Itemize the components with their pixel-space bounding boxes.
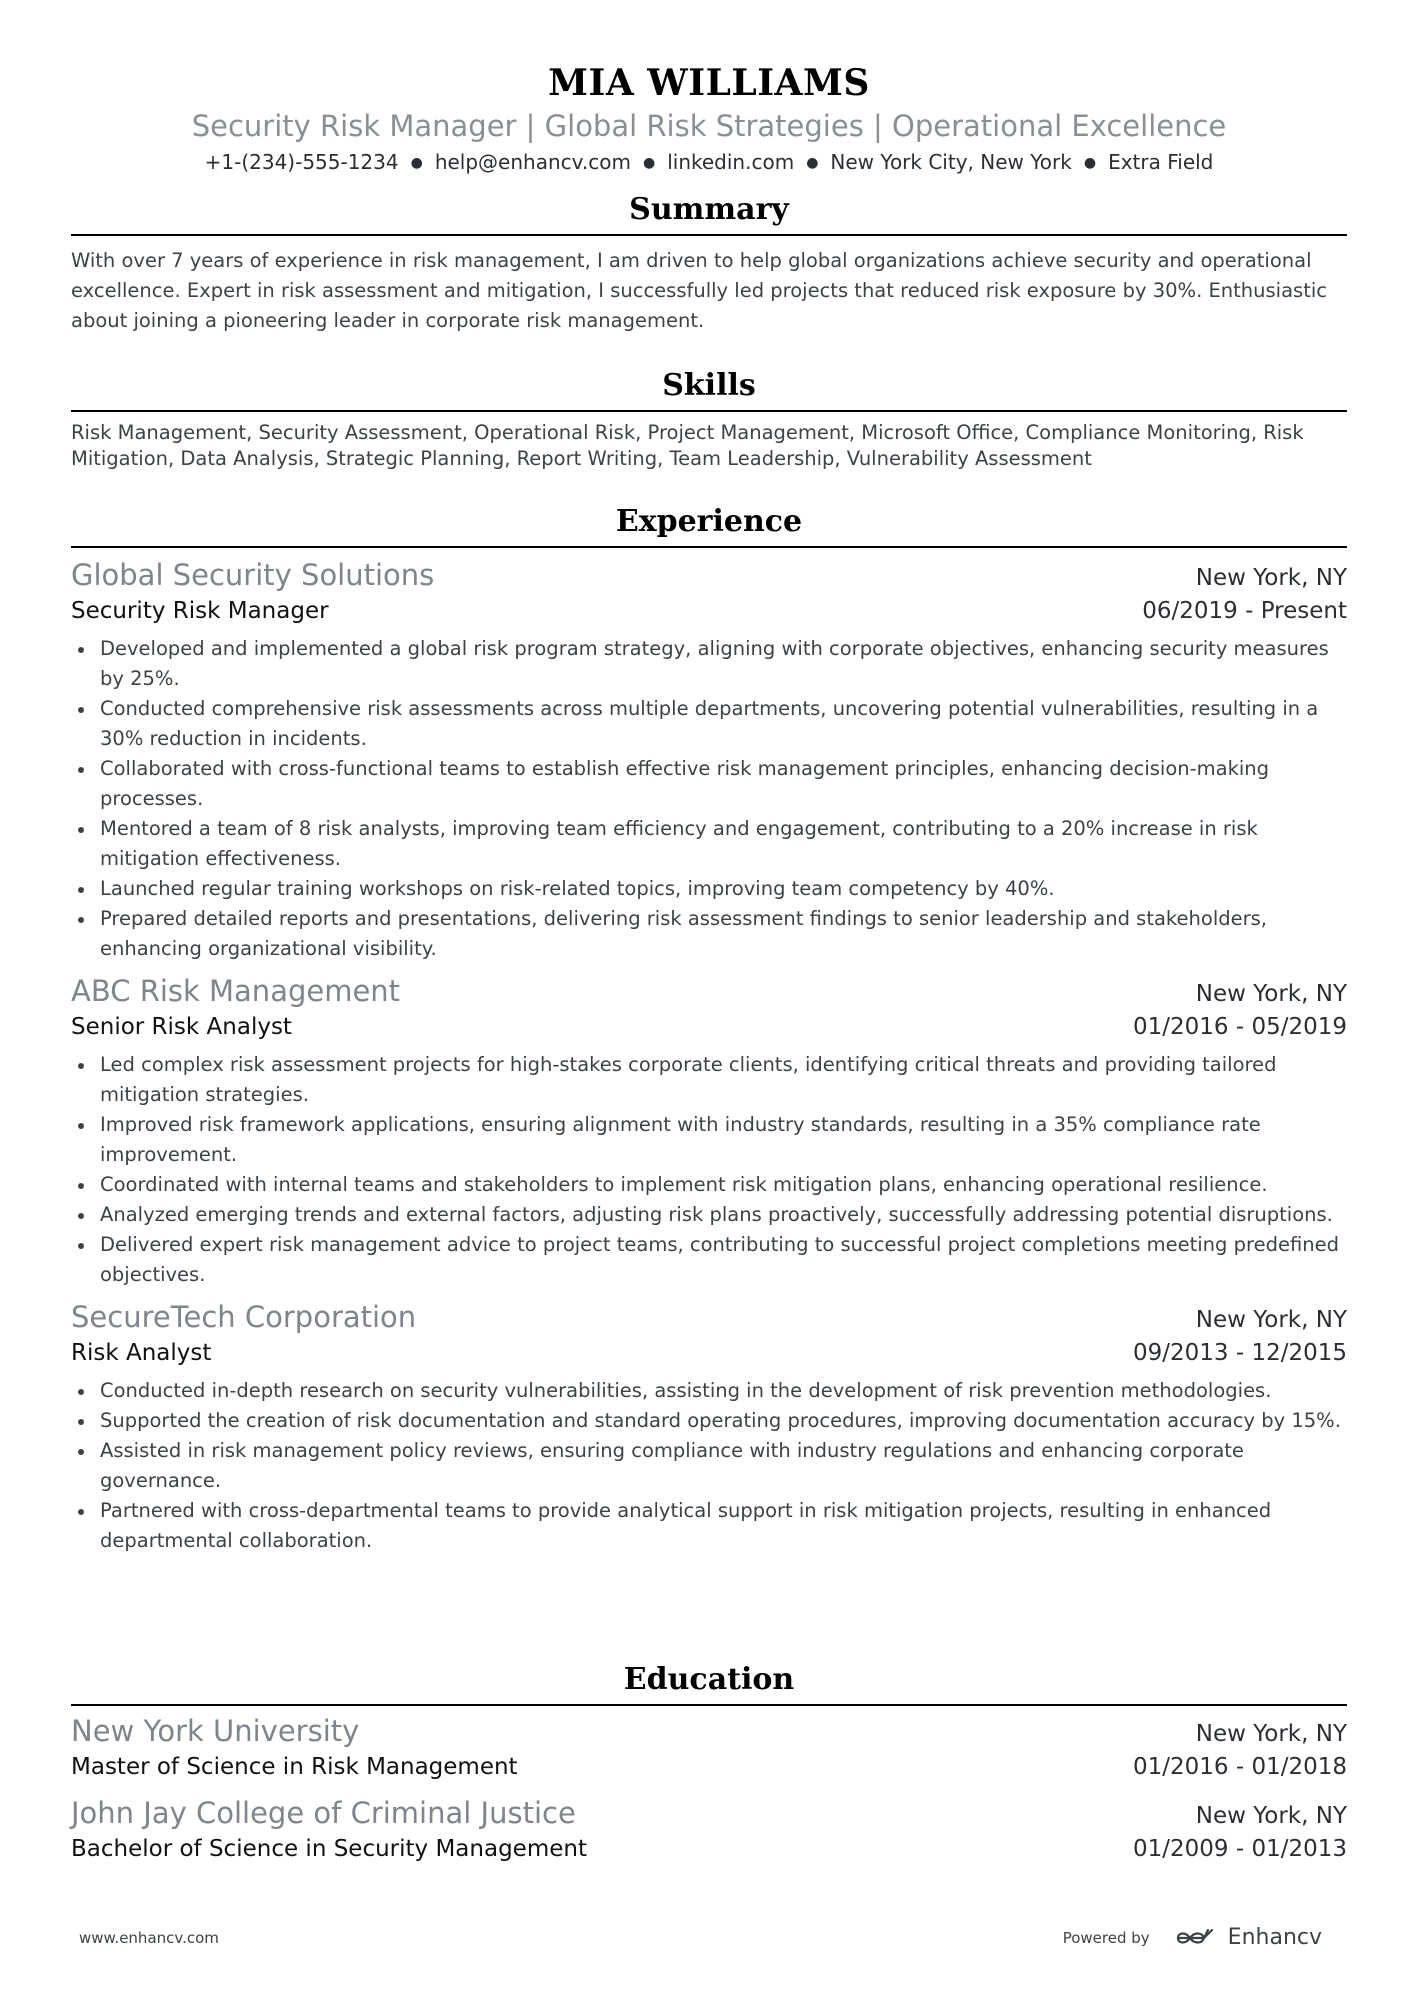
company-name: SecureTech Corporation bbox=[71, 1300, 417, 1334]
section-divider bbox=[71, 1704, 1347, 1706]
list-item: Analyzed emerging trends and external factors, adjusting risk plans proactively, successfully addressing potential disruptions. bbox=[71, 1200, 1347, 1230]
linkedin-link[interactable]: linkedin.com bbox=[667, 150, 795, 174]
list-item: Supported the creation of risk documentation and standard operating procedures, improving documentation accuracy by 15%. bbox=[71, 1406, 1347, 1436]
powered-by bbox=[1063, 1925, 1322, 1950]
enhancv-logo-icon bbox=[1174, 1927, 1220, 1949]
entry-subheader bbox=[71, 594, 1347, 628]
section-divider bbox=[71, 234, 1347, 236]
school-name: John Jay College of Criminal Justice bbox=[71, 1796, 576, 1830]
company-name: ABC Risk Management bbox=[71, 974, 401, 1008]
list-item: Coordinated with internal teams and stakeholders to implement risk mitigation plans, enhancing operational resilience. bbox=[71, 1170, 1347, 1200]
separator-dot-icon: ● bbox=[643, 155, 656, 171]
separator-dot-icon: ● bbox=[1083, 155, 1097, 171]
contact-line bbox=[71, 148, 1347, 177]
experience-entry bbox=[71, 556, 1347, 964]
list-item: Delivered expert risk management advice to project teams, contributing to successful project completions meeting predefined objectives. bbox=[71, 1230, 1347, 1290]
phone-text: +1-(234)-555-1234 bbox=[204, 150, 399, 174]
powered-by-label: Powered by bbox=[1062, 1928, 1150, 1947]
separator-dot-icon: ● bbox=[806, 155, 819, 171]
degree-title: Master of Science in Risk Management bbox=[71, 1754, 518, 1780]
list-item: Led complex risk assessment projects for high-stakes corporate clients, identifying critical threats and providing tailored mitigation strategies. bbox=[71, 1050, 1347, 1110]
list-item: Conducted in-depth research on security vulnerabilities, assisting in the development of risk prevention methodologies. bbox=[71, 1376, 1347, 1406]
education-dates: 01/2009 - 01/2013 bbox=[1132, 1836, 1347, 1862]
extra-field-text: Extra Field bbox=[1108, 150, 1214, 174]
job-title: Risk Analyst bbox=[71, 1340, 212, 1366]
separator-dot-icon: ● bbox=[410, 155, 423, 171]
brand-link[interactable] bbox=[1174, 1925, 1322, 1950]
resume-header bbox=[71, 0, 1347, 177]
entry-subheader bbox=[71, 1336, 1347, 1370]
list-item: Launched regular training workshops on risk-related topics, improving team competency by 40%. bbox=[71, 874, 1347, 904]
education-title: Education bbox=[623, 1662, 795, 1697]
entry-header bbox=[71, 1298, 1347, 1336]
candidate-headline: Security Risk Manager | Global Risk Strategies | Operational Excellence bbox=[191, 109, 1227, 143]
footer-website-link[interactable]: www.enhancv.com bbox=[79, 1928, 219, 1947]
experience-section bbox=[71, 502, 1347, 1556]
list-item: Mentored a team of 8 risk analysts, improving team efficiency and engagement, contributing to a 20% increase in risk mitigation effectiveness. bbox=[71, 814, 1347, 874]
company-name: Global Security Solutions bbox=[71, 558, 435, 592]
list-item: Partnered with cross-departmental teams to provide analytical support in risk mitigation projects, resulting in enhanced departmental collaboration. bbox=[71, 1496, 1347, 1556]
entry-header bbox=[71, 1712, 1347, 1750]
list-item: Prepared detailed reports and presentations, delivering risk assessment findings to senior leadership and stakeholders, enhancing organizational visibility. bbox=[71, 904, 1347, 964]
candidate-name: MIA WILLIAMS bbox=[548, 62, 870, 104]
job-location: New York, NY bbox=[1195, 565, 1347, 591]
degree-title: Bachelor of Science in Security Management bbox=[71, 1836, 587, 1862]
job-bullets bbox=[71, 634, 1347, 964]
summary-section bbox=[71, 190, 1347, 336]
skills-text: Risk Management, Security Assessment, Operational Risk, Project Management, Microsoft Office, Compliance Monitoring, Risk Mitigation, Data Analysis, Strategic Planning, Report Writing, Team Leadership, Vulnerability Assessment bbox=[71, 421, 1304, 470]
section-divider bbox=[71, 410, 1347, 412]
summary-title: Summary bbox=[629, 192, 789, 227]
job-dates: 09/2013 - 12/2015 bbox=[1132, 1340, 1347, 1366]
education-section bbox=[71, 1660, 1347, 1866]
school-location: New York, NY bbox=[1195, 1721, 1347, 1747]
entry-header bbox=[71, 1794, 1347, 1832]
page-footer bbox=[79, 1925, 1322, 1950]
summary-text: With over 7 years of experience in risk management, I am driven to help global organizations achieve security and operational excellence. Expert in risk assessment and mitigation, I successfully led projects that reduced risk exposure by 30%. Enthusiastic about joining a pioneering leader in corporate risk management. bbox=[71, 249, 1327, 332]
job-title: Senior Risk Analyst bbox=[71, 1014, 292, 1040]
email-link[interactable]: help@enhancv.com bbox=[434, 150, 631, 174]
job-bullets bbox=[71, 1376, 1347, 1556]
section-divider bbox=[71, 546, 1347, 548]
experience-entry bbox=[71, 1298, 1347, 1556]
list-item: Conducted comprehensive risk assessments across multiple departments, uncovering potential vulnerabilities, resulting in a 30% reduction in incidents. bbox=[71, 694, 1347, 754]
entry-header bbox=[71, 556, 1347, 594]
job-dates: 06/2019 - Present bbox=[1142, 598, 1347, 624]
skills-title: Skills bbox=[662, 368, 756, 403]
entry-subheader bbox=[71, 1832, 1347, 1866]
school-name: New York University bbox=[71, 1714, 360, 1748]
resume-page bbox=[71, 0, 1347, 1995]
location-text: New York City, New York bbox=[830, 150, 1072, 174]
list-item: Improved risk framework applications, ensuring alignment with industry standards, resulting in a 35% compliance rate improvement. bbox=[71, 1110, 1347, 1170]
education-entry bbox=[71, 1712, 1347, 1784]
school-location: New York, NY bbox=[1195, 1803, 1347, 1829]
job-title: Security Risk Manager bbox=[71, 598, 329, 624]
entry-subheader bbox=[71, 1750, 1347, 1784]
entry-subheader bbox=[71, 1010, 1347, 1044]
job-bullets bbox=[71, 1050, 1347, 1290]
entry-header bbox=[71, 972, 1347, 1010]
job-dates: 01/2016 - 05/2019 bbox=[1132, 1014, 1347, 1040]
education-dates: 01/2016 - 01/2018 bbox=[1132, 1754, 1347, 1780]
education-entry bbox=[71, 1794, 1347, 1866]
experience-title: Experience bbox=[615, 504, 803, 539]
job-location: New York, NY bbox=[1195, 1307, 1347, 1333]
job-location: New York, NY bbox=[1195, 981, 1347, 1007]
list-item: Assisted in risk management policy reviews, ensuring compliance with industry regulations and enhancing corporate governance. bbox=[71, 1436, 1347, 1496]
list-item: Collaborated with cross-functional teams to establish effective risk management principles, enhancing decision-making processes. bbox=[71, 754, 1347, 814]
skills-section bbox=[71, 366, 1347, 472]
list-item: Developed and implemented a global risk program strategy, aligning with corporate objectives, enhancing security measures by 25%. bbox=[71, 634, 1347, 694]
brand-name: Enhancv bbox=[1227, 1925, 1322, 1950]
experience-entry bbox=[71, 972, 1347, 1290]
